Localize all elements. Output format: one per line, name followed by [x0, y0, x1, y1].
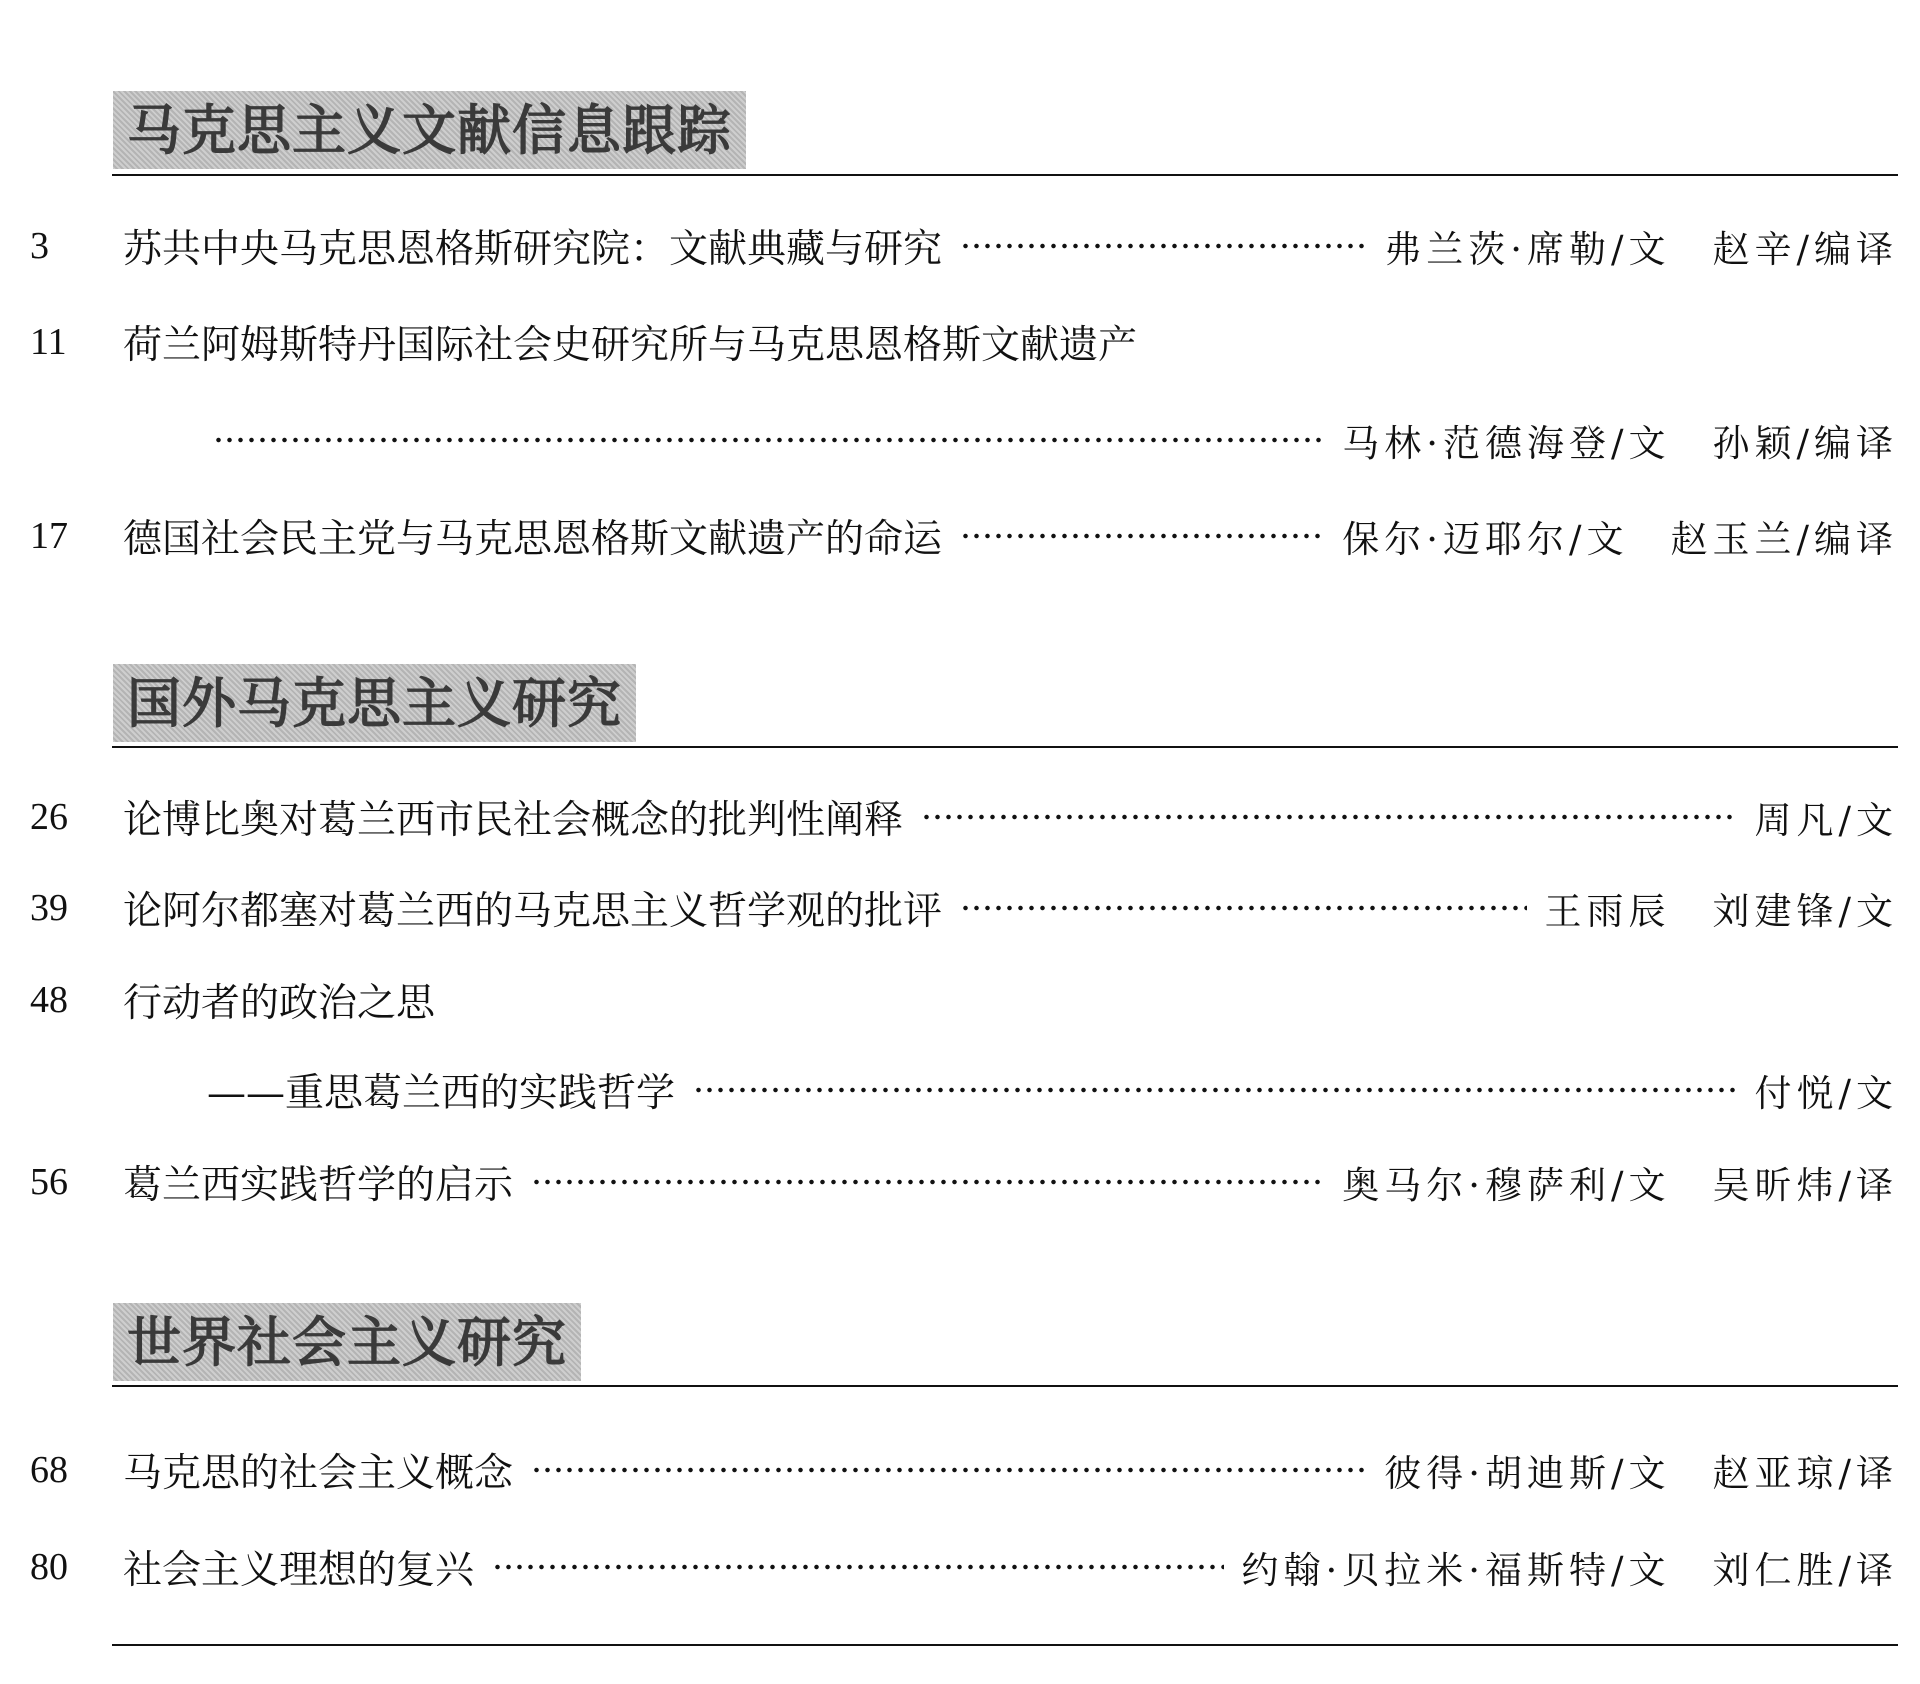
entry-credit: 彼得·胡迪斯/文 赵亚琼/译: [1384, 1452, 1898, 1495]
page-number: 11: [30, 321, 67, 363]
toc-entry-continuation: [0, 410, 1920, 470]
dot-leader: [213, 436, 1324, 444]
section-divider: [112, 174, 1898, 176]
toc-entry-continuation: [0, 1060, 1920, 1120]
entry-title: 德国社会民主党与马克思恩格斯文献遗产的命运: [123, 517, 943, 562]
section-heading: 国外马克思主义研究: [113, 664, 636, 742]
entry-title: 葛兰西实践哲学的启示: [123, 1163, 514, 1208]
toc-entry[interactable]: [0, 787, 1920, 847]
dot-leader: [960, 242, 1366, 250]
entry-credit: 王雨辰 刘建锋/文: [1544, 890, 1898, 933]
section-heading: 世界社会主义研究: [113, 1303, 581, 1381]
page-number: 56: [30, 1161, 68, 1203]
dot-leader: [693, 1086, 1737, 1094]
dot-leader: [960, 532, 1324, 540]
toc-entry[interactable]: [0, 1440, 1920, 1500]
page-number: 48: [30, 979, 68, 1021]
entry-subtitle: ——重思葛兰西的实践哲学: [207, 1071, 676, 1116]
dot-leader: [531, 1466, 1366, 1474]
entry-title: 论阿尔都塞对葛兰西的马克思主义哲学观的批评: [123, 889, 943, 934]
entry-title: 行动者的政治之思: [123, 981, 436, 1026]
dot-leader: [921, 813, 1737, 821]
dot-leader: [531, 1178, 1324, 1186]
entry-credit: 弗兰茨·席勒/文 赵辛/编译: [1384, 228, 1898, 271]
entry-title: 社会主义理想的复兴: [123, 1548, 475, 1593]
section-divider: [112, 746, 1898, 748]
page-number: 39: [30, 887, 68, 929]
entry-credit: 马林·范德海登/文 孙颖/编译: [1342, 422, 1898, 465]
toc-entry[interactable]: [0, 506, 1920, 566]
section-divider: [112, 1385, 1898, 1387]
entry-title: 论博比奥对葛兰西市民社会概念的批判性阐释: [123, 798, 904, 843]
toc-entry[interactable]: [0, 1152, 1920, 1212]
page-number: 68: [30, 1449, 68, 1491]
entry-title: 荷兰阿姆斯特丹国际社会史研究所与马克思恩格斯文献遗产: [123, 323, 1138, 368]
entry-title: 马克思的社会主义概念: [123, 1451, 514, 1496]
page-number: 3: [30, 225, 49, 267]
toc-entry[interactable]: [0, 312, 1920, 372]
entry-credit: 约翰·贝拉米·福斯特/文 刘仁胜/译: [1241, 1549, 1898, 1592]
dot-leader: [492, 1563, 1224, 1571]
page-number: 26: [30, 796, 68, 838]
entry-credit: 周凡/文: [1754, 799, 1898, 842]
toc-entry[interactable]: [0, 970, 1920, 1030]
entry-credit: 奥马尔·穆萨利/文 吴昕炜/译: [1342, 1164, 1898, 1207]
dot-leader: [960, 904, 1527, 912]
entry-title: 苏共中央马克思恩格斯研究院：文献典藏与研究: [123, 227, 943, 272]
entry-credit: 保尔·迈耶尔/文 赵玉兰/编译: [1342, 518, 1898, 561]
bottom-divider: [112, 1644, 1898, 1646]
page-number: 80: [30, 1546, 68, 1588]
toc-entry[interactable]: [0, 878, 1920, 938]
entry-credit: 付悦/文: [1754, 1072, 1898, 1115]
page-number: 17: [30, 515, 68, 557]
toc-entry[interactable]: [0, 216, 1920, 276]
section-heading: 马克思主义文献信息跟踪: [113, 91, 746, 169]
toc-entry[interactable]: [0, 1537, 1920, 1597]
